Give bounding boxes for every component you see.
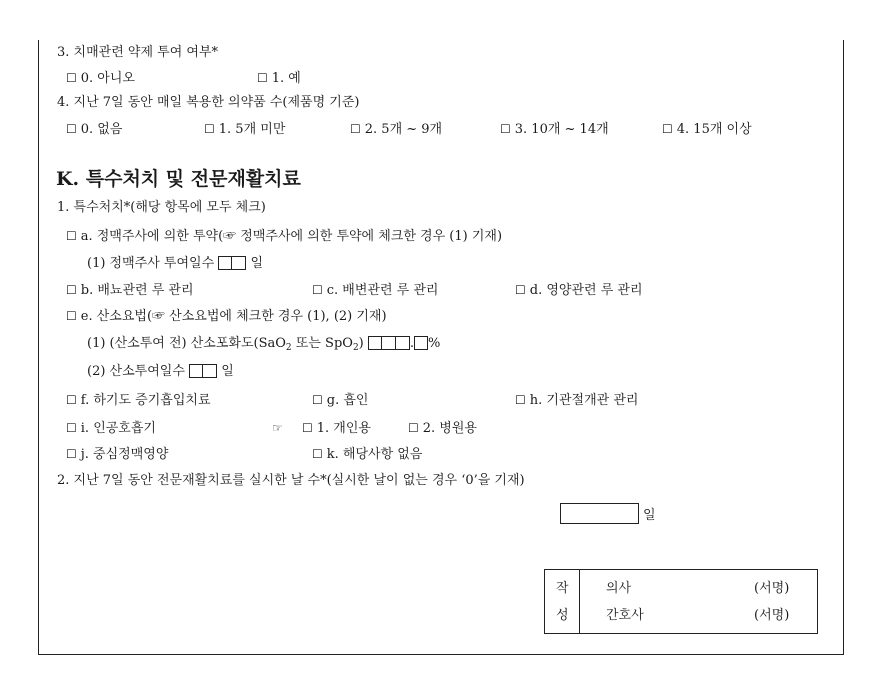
digit-box[interactable] <box>218 256 232 270</box>
doctor-signature[interactable]: (서명) <box>754 581 790 596</box>
k1-option-i2[interactable]: ☐ 2. 병원용 <box>408 421 477 436</box>
checkbox-icon[interactable]: ☐ <box>66 283 77 297</box>
k1-e2-row: (2) 산소투여일수 일 <box>87 364 234 379</box>
k1-option-i1[interactable]: ☐ 1. 개인용 <box>302 421 371 436</box>
nurse-signature[interactable]: (서명) <box>754 608 790 623</box>
checkbox-icon[interactable]: ☐ <box>66 393 77 407</box>
nurse-label: 간호사 <box>606 608 644 623</box>
k1-e1-row: (1) (산소투여 전) 산소포화도(SaO$_2$ 또는 SpO$_2$) . % <box>87 336 441 353</box>
k1-label: 1. 특수처치*(해당 항목에 모두 체크) <box>57 200 266 215</box>
q4-option-4[interactable]: ☐ 4. 15개 이상 <box>662 122 752 137</box>
author-label-cell: 작 성 <box>545 570 580 633</box>
rehab-days-input[interactable] <box>560 503 639 524</box>
checkbox-icon[interactable]: ☐ <box>312 447 323 461</box>
k1-option-i[interactable]: ☐ i. 인공호흡기 <box>66 421 156 436</box>
checkbox-icon[interactable]: ☐ <box>66 309 77 323</box>
k1-option-a[interactable]: ☐ a. 정맥주사에 의한 투약(☞ 정맥주사에 의한 투약에 체크한 경우 (1) 기재) <box>66 229 503 244</box>
checkbox-icon[interactable]: ☐ <box>408 421 419 435</box>
checkbox-icon[interactable]: ☐ <box>662 122 673 136</box>
checkbox-icon[interactable]: ☐ <box>66 71 77 85</box>
q3-option-0[interactable]: ☐ 0. 아니오 <box>66 71 135 86</box>
digit-box[interactable] <box>232 256 246 270</box>
q4-option-0[interactable]: ☐ 0. 없음 <box>66 122 123 137</box>
checkbox-icon[interactable]: ☐ <box>257 71 268 85</box>
q3-label: 3. 치매관련 약제 투여 여부* <box>57 45 219 60</box>
k1-option-e[interactable]: ☐ e. 산소요법(☞ 산소요법에 체크한 경우 (1), (2) 기재) <box>66 309 387 324</box>
k1-option-c[interactable]: ☐ c. 배변관련 루 관리 <box>312 283 439 298</box>
checkbox-icon[interactable]: ☐ <box>312 393 323 407</box>
q4-option-2[interactable]: ☐ 2. 5개 ~ 9개 <box>350 122 443 137</box>
digit-box[interactable] <box>368 336 382 350</box>
q4-option-1[interactable]: ☐ 1. 5개 미만 <box>204 122 286 137</box>
digit-box[interactable] <box>414 336 428 350</box>
digit-box[interactable] <box>203 364 217 378</box>
k1-option-d[interactable]: ☐ d. 영양관련 루 관리 <box>515 283 643 298</box>
q4-label: 4. 지난 7일 동안 매일 복용한 의약품 수(제품명 기준) <box>57 95 360 110</box>
checkbox-icon[interactable]: ☐ <box>312 283 323 297</box>
k1-option-b[interactable]: ☐ b. 배뇨관련 루 관리 <box>66 283 194 298</box>
rehab-days-unit: 일 <box>643 508 656 523</box>
k1-option-f[interactable]: ☐ f. 하기도 증기흡입치료 <box>66 393 211 408</box>
checkbox-icon[interactable]: ☐ <box>515 393 526 407</box>
k2-label: 2. 지난 7일 동안 전문재활치료를 실시한 날 수*(실시한 날이 없는 경우 ‘0’을 기재) <box>57 473 525 488</box>
checkbox-icon[interactable]: ☐ <box>66 421 77 435</box>
checkbox-icon[interactable]: ☐ <box>204 122 215 136</box>
k1-option-k[interactable]: ☐ k. 해당사항 없음 <box>312 447 423 462</box>
pointer-hand-icon: ☞ <box>272 421 283 435</box>
digit-box[interactable] <box>396 336 410 350</box>
checkbox-icon[interactable]: ☐ <box>500 122 511 136</box>
digit-box[interactable] <box>189 364 203 378</box>
doctor-label: 의사 <box>606 581 632 596</box>
signature-table <box>544 569 818 634</box>
checkbox-icon[interactable]: ☐ <box>66 122 77 136</box>
k1-option-g[interactable]: ☐ g. 흡인 <box>312 393 369 408</box>
checkbox-icon[interactable]: ☐ <box>515 283 526 297</box>
section-k-title: K. 특수처치 및 전문재활치료 <box>56 168 301 190</box>
checkbox-icon[interactable]: ☐ <box>66 447 77 461</box>
k1-a1-row: (1) 정맥주사 투여일수 일 <box>87 256 263 271</box>
digit-box[interactable] <box>382 336 396 350</box>
checkbox-icon[interactable]: ☐ <box>302 421 313 435</box>
k1-option-h[interactable]: ☐ h. 기관절개관 관리 <box>515 393 639 408</box>
checkbox-icon[interactable]: ☐ <box>350 122 361 136</box>
k1-option-j[interactable]: ☐ j. 중심정맥영양 <box>66 447 169 462</box>
q4-option-3[interactable]: ☐ 3. 10개 ~ 14개 <box>500 122 609 137</box>
checkbox-icon[interactable]: ☐ <box>66 229 77 243</box>
q3-option-1[interactable]: ☐ 1. 예 <box>257 71 301 86</box>
